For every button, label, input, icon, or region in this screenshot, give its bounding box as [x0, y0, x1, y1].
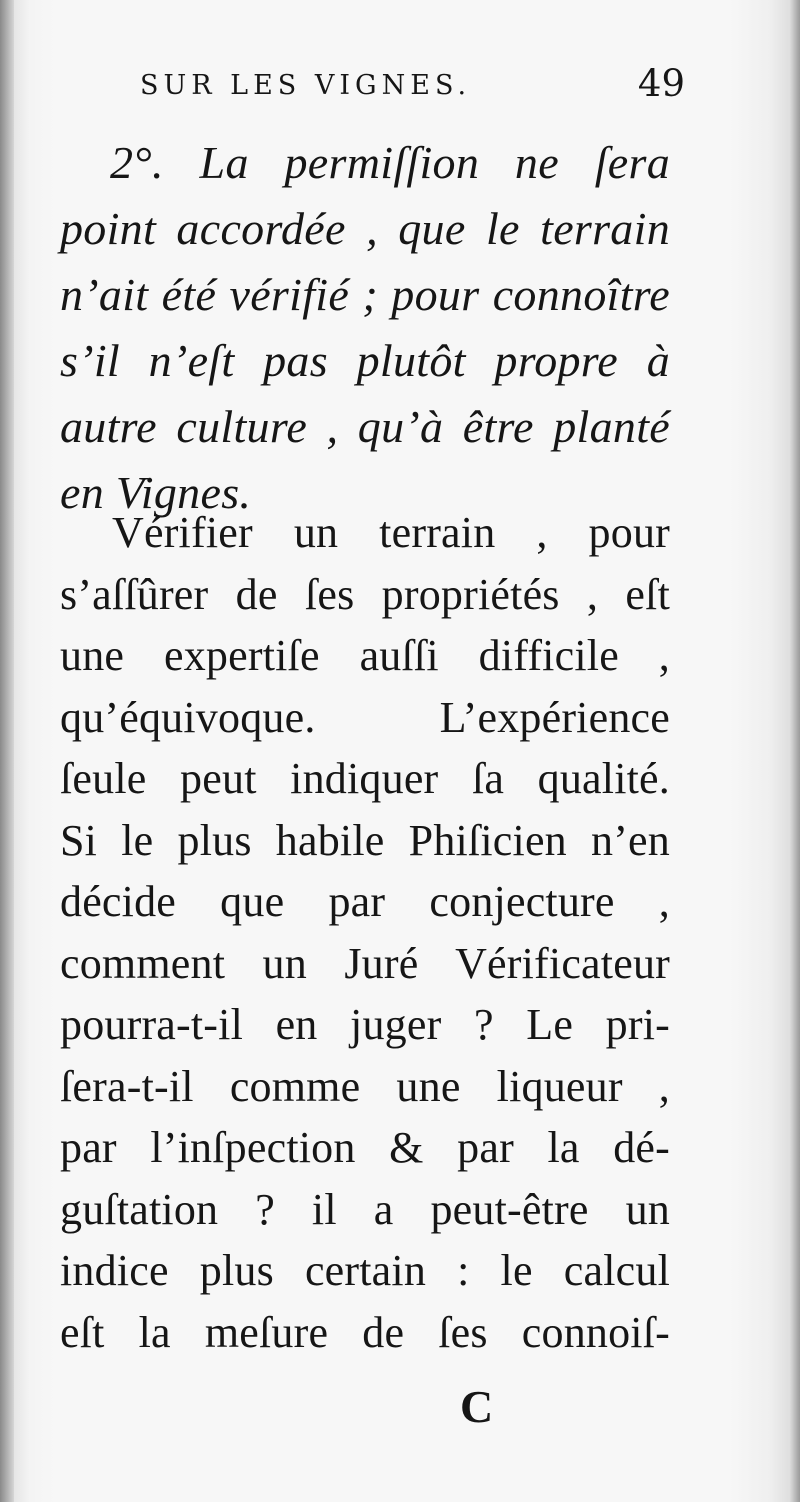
text-line: qu’équivoque. L’expérience	[60, 692, 670, 742]
text-line: ſera-t-il comme une liqueur ,	[60, 1061, 670, 1111]
text-line: pourra-t-il en juger ? Le pri-	[60, 1000, 670, 1049]
text-line: autre culture , qu’à être planté	[60, 401, 670, 452]
text-line: point accordée , que le terrain	[60, 203, 670, 254]
text-line: s’aſſûrer de ſes propriétés , eſt	[60, 569, 670, 619]
text-line: comment un Juré Vérificateur	[60, 938, 670, 988]
text-line: une expertiſe auſſi difficile ,	[60, 631, 670, 680]
text-line: n’ait été vérifié ; pour connoître	[60, 269, 670, 320]
text-line: indice plus certain : le calcul	[60, 1246, 670, 1295]
running-head: SUR LES VIGNES.	[140, 70, 472, 101]
text-line: Si le plus habile Phiſicien n’en	[60, 815, 670, 865]
text-line: en Vignes.	[60, 467, 252, 518]
italic-article-paragraph	[60, 130, 670, 526]
text-line: 2°. La permiſſion ne ſera	[110, 137, 670, 188]
text-line: eſt la meſure de ſes connoiſ-	[60, 1307, 670, 1357]
page-header	[140, 62, 685, 122]
text-line: ſeule peut indiquer ſa qualité.	[60, 754, 670, 803]
page-number: 49	[637, 62, 685, 105]
text-line: guſtation ? il a peut-être un	[60, 1184, 670, 1234]
signature-mark: C	[460, 1381, 494, 1432]
text-line: par l’inſpection & par la dé-	[60, 1123, 670, 1172]
text-line: s’il n’eſt pas plutôt propre à	[60, 335, 670, 386]
commentary-paragraph	[60, 502, 670, 1363]
text-line: Vérifier un terrain , pour	[112, 508, 670, 557]
text-line: décide que par conjecture ,	[60, 877, 670, 926]
